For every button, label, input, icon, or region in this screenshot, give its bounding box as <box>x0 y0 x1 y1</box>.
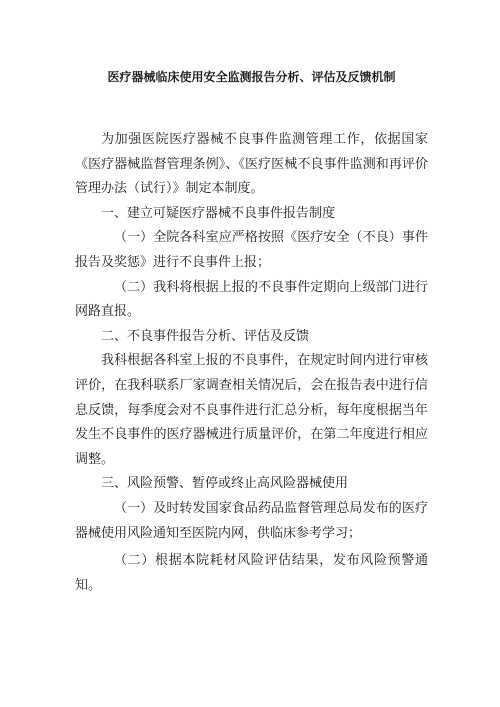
section-1-heading: 一、建立可疑医疗器械不良事件报告制度 <box>101 205 336 221</box>
section-2-body: 我科根据各科室上报的不良事件，在规定时间内进行审核评价，在我科联系厂家调查相关情况后，会在报告表中进行信息反馈，每季度会对不良事件进行汇总分析，每年度根据当年发生不良事件的医疗器械进行质量评价，在第二年度进行相应调整。 <box>75 353 428 467</box>
section-3-heading: 三、风险预警、暂停或终止高风险器械使用 <box>101 476 349 492</box>
section-1-item-2: （二）我科将根据上报的不良事件定期向上级部门进行网路直报。 <box>75 279 428 320</box>
section-1-item-1: （一）全院各科室应严格按照《医疗安全（不良）事件报告及奖惩》进行不良事件上报； <box>75 230 428 270</box>
section-2-heading: 二、不良事件报告分析、评估及反馈 <box>101 328 310 344</box>
section-3-item-2: （二）根据本院耗材风险评估结果，发布风险预警通知。 <box>75 553 428 593</box>
intro-paragraph: 为加强医院医疗器械不良事件监测管理工作，依据国家《医疗器械监督管理条例》、《医疗医械不良事件监测和再评价管理办法（试行）》制定本制度。 <box>75 132 428 197</box>
document-title: 医疗器械临床使用安全监测报告分析、评估及反馈机制 <box>107 70 396 84</box>
section-3-item-1: （一）及时转发国家食品药品监督管理总局发布的医疗器械使用风险通知至医院内网，供临床参考学习； <box>75 500 428 541</box>
